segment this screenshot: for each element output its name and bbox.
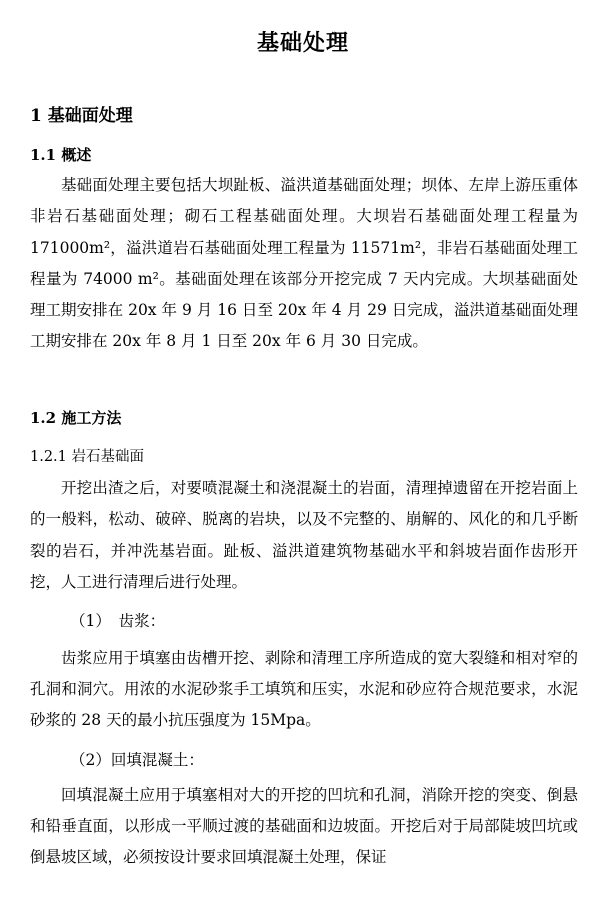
item-2-label: （2）回填混凝土： xyxy=(70,751,204,769)
section-1-1-heading: 1.1 概述 xyxy=(30,146,92,164)
item-2-paragraph: 回填混凝土应用于填塞相对大的开挖的凹坑和孔洞，消除开挖的突变、倒悬和铅垂直面，以形成一平顺过渡的基础面和边坡面。开挖后对于局部陡坡凹坑或倒悬坡区域，必须按设计要求回填混凝土处理，保证 xyxy=(30,786,578,866)
overview-paragraph: 基础面处理主要包括大坝趾板、溢洪道基础面处理；坝体、左岸上游压重体非岩石基础面处理；砌石工程基础面处理。大坝岩石基础面处理工程量为 171000m²，溢洪道岩石基础面处理工程量为 11571m²，非岩石基础面处理工程量为 74000 m²。基础面处理在该部分开挖完成 7 天内完成。大坝基础面处理工期安排在 20x 年 9 月 16 日至 20x 年 4 月 29 日完成，溢洪道基础面处理工期安排在 20x 年 8 月 1 日至 20x 年 6 月 30 日完成。 xyxy=(30,176,578,351)
section-1-2-1-heading: 1.2.1 岩石基础面 xyxy=(30,449,145,465)
item-1-paragraph: 齿浆应用于填塞由齿槽开挖、剥除和清理工序所造成的宽大裂缝和相对窄的孔洞和洞穴。用浓的水泥砂浆手工填筑和压实，水泥和砂应符合规范要求，水泥砂浆的 28 天的最小抗压强度为 15Mpa。 xyxy=(30,649,578,729)
item-1-label: （1） 齿浆： xyxy=(70,612,166,630)
section-1-2-heading: 1.2 施工方法 xyxy=(30,409,122,427)
rock-foundation-paragraph: 开挖出渣之后，对要喷混凝土和浇混凝土的岩面，清理掉遗留在开挖岩面上的一般料，松动、破碎、脱离的岩块，以及不完整的、崩解的、风化的和几乎断裂的岩石，并冲洗基岩面。趾板、溢洪道建筑物基础水平和斜坡岩面作齿形开挖，人工进行清理后进行处理。 xyxy=(30,479,578,591)
section-1-heading: 1 基础面处理 xyxy=(30,106,133,126)
document-title: 基础处理 xyxy=(256,30,349,56)
